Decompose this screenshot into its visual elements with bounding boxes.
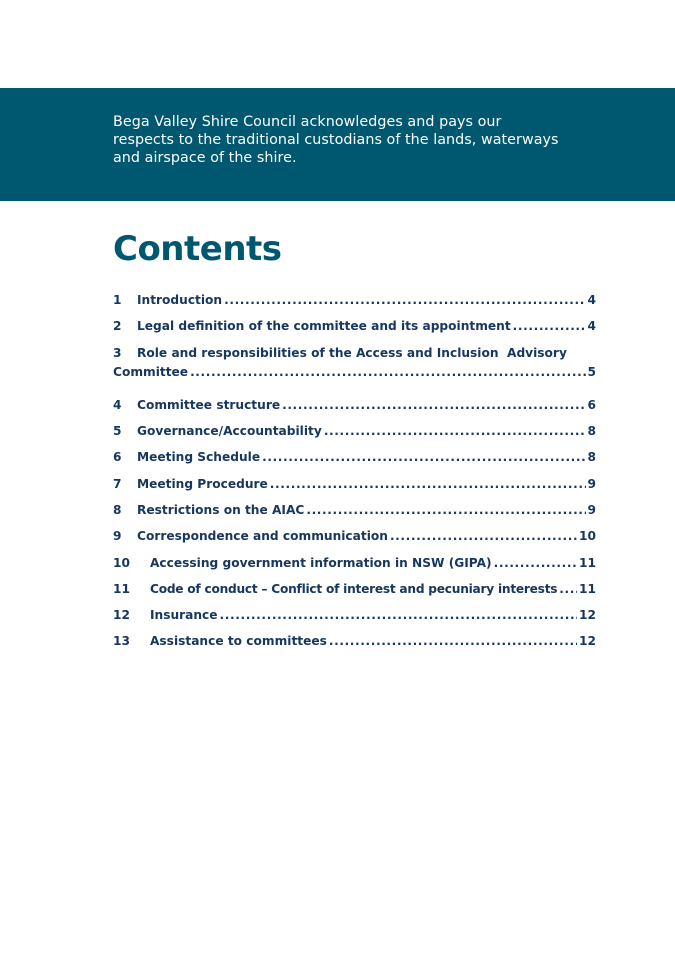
toc-dot-leader [190, 363, 585, 381]
toc-entry-code-of-conduct[interactable] [113, 580, 596, 606]
toc-entry-page: 8 [587, 450, 596, 465]
toc-entry-label: Insurance [150, 608, 218, 623]
toc-entry-number: 3 [113, 345, 122, 360]
toc-entry-page: 10 [579, 529, 596, 544]
toc-entry-label: Assistance to committees [150, 634, 327, 649]
toc-dot-leader [224, 291, 585, 309]
toc-entry-introduction[interactable] [113, 291, 596, 317]
toc-entry-page: 8 [587, 424, 596, 439]
acknowledgement-line: and airspace of the shire. [113, 150, 297, 166]
toc-entry-committee-structure[interactable] [113, 396, 596, 422]
toc-entry-label: Restrictions on the AIAC [137, 502, 305, 517]
toc-dot-leader [220, 606, 577, 624]
toc-entry-number: 12 [113, 608, 130, 623]
contents-title: Contents [113, 229, 282, 269]
toc-dot-leader [390, 527, 577, 545]
toc-entry-page: 6 [587, 397, 596, 412]
toc-entry-label: Meeting Schedule [137, 450, 261, 465]
toc-entry-number: 6 [113, 450, 122, 465]
toc-dot-leader [262, 448, 585, 466]
toc-entry-gipa[interactable] [113, 554, 596, 580]
toc-entry-page: 11 [579, 555, 596, 570]
toc-entry-number: 2 [113, 319, 122, 334]
toc-entry-number: 9 [113, 529, 122, 544]
toc-entry-number: 8 [113, 502, 122, 517]
toc-dot-leader [324, 422, 586, 440]
toc-entry-label: Legal definition of the committee and its appointment [137, 319, 511, 334]
toc-entry-correspondence[interactable] [113, 527, 596, 553]
toc-entry-number: 10 [113, 555, 130, 570]
toc-entry-label: Governance/Accountability [137, 424, 322, 439]
toc-entry-page: 12 [579, 608, 596, 623]
toc-entry-number: 4 [113, 397, 122, 412]
toc-entry-number: 11 [113, 581, 130, 596]
toc-entry-page: 5 [587, 364, 596, 379]
toc-entry-label: Correspondence and communication [137, 529, 388, 544]
table-of-contents [113, 291, 596, 659]
toc-entry-role-and-responsibilities[interactable] [113, 344, 596, 396]
toc-dot-leader [513, 317, 586, 335]
toc-entry-page: 9 [587, 502, 596, 517]
toc-entry-label: Accessing government information in NSW (GIPA) [150, 555, 492, 570]
toc-entry-label: Meeting Procedure [137, 476, 268, 491]
toc-entry-legal-definition[interactable] [113, 317, 596, 343]
toc-entry-number: 13 [113, 634, 130, 649]
toc-entry-label: Role and responsibilities of the Access and Inclusion Advisory [137, 345, 567, 360]
toc-entry-page: 4 [587, 293, 596, 307]
toc-entry-page: 12 [579, 634, 596, 649]
toc-entry-label: Code of conduct – Conflict of interest and pecuniary interests [150, 581, 558, 596]
acknowledgement-line: respects to the traditional custodians of the lands, waterways [113, 132, 559, 148]
toc-dot-leader [270, 475, 586, 493]
toc-entry-number: 7 [113, 476, 122, 491]
toc-entry-number: 1 [113, 293, 122, 307]
toc-entry-number: 5 [113, 424, 122, 439]
toc-entry-restrictions[interactable] [113, 501, 596, 527]
toc-entry-label: Introduction [137, 293, 223, 307]
toc-dot-leader [282, 396, 585, 414]
toc-entry-page: 4 [587, 319, 596, 334]
acknowledgement-line: Bega Valley Shire Council acknowledges and pays our [113, 114, 502, 130]
toc-entry-label-continued: Committee [113, 364, 189, 379]
toc-entry-governance[interactable] [113, 422, 596, 448]
toc-entry-label: Committee structure [137, 397, 281, 412]
toc-dot-leader [559, 580, 577, 598]
toc-dot-leader [494, 554, 577, 572]
toc-entry-meeting-schedule[interactable] [113, 448, 596, 474]
toc-entry-meeting-procedure[interactable] [113, 475, 596, 501]
toc-dot-leader [329, 632, 577, 650]
toc-entry-page: 9 [587, 476, 596, 491]
toc-entry-page: 11 [579, 581, 596, 596]
acknowledgement-text [113, 113, 613, 167]
toc-entry-assistance[interactable] [113, 632, 596, 658]
toc-dot-leader [306, 501, 585, 519]
toc-entry-insurance[interactable] [113, 606, 596, 632]
